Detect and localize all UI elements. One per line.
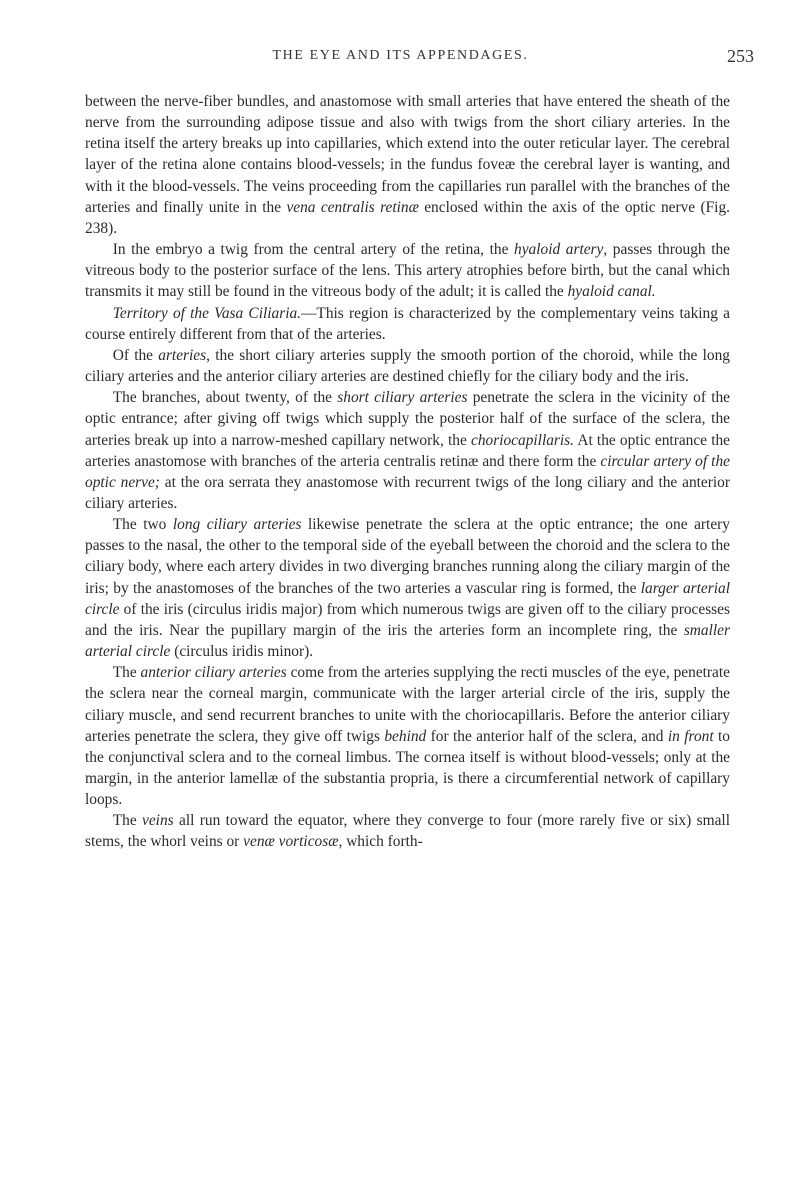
text-run: come from the arteries supplying the recti muscles of the eye, penetrate the sclera near the corneal margin, communicate with the larger arterial circle of the iris, supply the ciliary muscle, and send recurrent branches to unite with the choriocapillaris. Before the anterior ciliary arteries penetrate the sclera, they give off twigs [85,664,730,745]
text-run: penetrate the sclera in the vicinity of the optic entrance; after giving off twigs which supply the posterior half of the surface of the sclera, the arteries break up into a narrow-meshed capillary network, the [85,389,731,449]
text-run: , the short ciliary arteries supply the smooth portion of the choroid, while the long ciliary arteries and the anterior ciliary arteries are destined chiefly for the ciliary body and the iris. [85,346,730,386]
text-run: At the optic entrance the arteries anastomose with branches of the arteria centralis retinæ and there form the [85,431,730,470]
italic-term: vena centralis retinæ [286,198,419,216]
text-run: In the embryo a twig from the central artery of the retina, the [112,241,514,259]
text-run: , passes through the vitreous body to the posterior surface of the lens. This artery atrophies before birth, but the canal which transmits it may still be found in the vitreous body of the adult; it is called the [85,241,730,301]
italic-term: smaller arterial circle [85,621,730,661]
italic-term: choriocapillaris. [470,431,575,449]
text-run: , which forth- [338,833,423,851]
italic-term: veins [142,812,174,830]
italic-term: short ciliary arteries [337,389,468,407]
text-run: of the iris (circulus iridis major) from which numerous twigs are given off to the ciliary processes and the iris. Near the pupillary margin of the iris the arteries form an incomplete ring, the [85,600,730,639]
text-run: likewise penetrate the sclera at the optic entrance; the one artery passes to the nasal, the other to the temporal side of the eyeball between the choroid and the sclera to the ciliary body, where each artery divides in two diverging branches running along the ciliary margin of the iris; by the anastomoses of the branches of the two arteries a vascular ring is formed, the [85,516,730,597]
paragraph [85,387,730,514]
italic-term: anterior ciliary arteries [140,664,287,682]
italic-term: hyaloid artery [514,241,604,259]
running-head [0,48,801,72]
running-head-title: THE EYE AND ITS APPENDAGES. [272,48,529,63]
text-run: to the conjunctival sclera and to the corneal limbus. The cornea itself is without blood-vessels; only at the margin, in the anterior lamellæ of the substantia propria, is there a circumferential network of capillary loops. [85,727,730,809]
text-run: at the ora serrata they anastomose with recurrent twigs of the long ciliary and the anterior ciliary arteries. [85,473,730,512]
italic-term: behind [384,727,427,745]
paragraph [85,239,730,302]
italic-term: hyaloid canal. [567,283,656,301]
text-run: The [112,664,141,682]
paragraph [85,662,730,810]
italic-term: larger arterial circle [85,579,730,618]
text-run: enclosed within the axis of the optic nerve (Fig. 238). [85,198,731,237]
text-run: between the nerve-fiber bundles, and anastomose with small arteries that have entered the sheath of the nerve from the surrounding adipose tissue and also with twigs from the short ciliary arteries. In the retina itself the artery breaks up into capillaries, which extend into the outer reticular layer. The cerebral layer of the retina alone contains blood-vessels; in the fundus foveæ the cerebral layer is wanting, and with it the blood-vessels. The veins proceeding from the capillaries run parallel with the branches of the arteries and finally unite in the [85,93,730,216]
paragraph [85,514,730,662]
paragraph [85,91,730,239]
italic-term: venæ vorticosæ [243,833,339,851]
text-run: for the anterior half of the sclera, and [426,727,668,745]
italic-term: arteries [158,346,207,364]
body-text [85,91,730,853]
italic-term: in front [667,727,714,745]
paragraph [85,810,730,852]
text-run: The branches, about twenty, of the [112,389,338,407]
italic-term: circular artery of the optic nerve; [85,452,730,491]
text-run: all run toward the equator, where they converge to four (more rarely five or six) small stems, the whorl veins or [85,812,730,851]
text-run: (circulus iridis minor). [170,643,314,661]
text-run: Of the [112,346,159,364]
italic-term: Territory of the Vasa Ciliaria. [112,304,302,322]
text-run: The two [112,516,173,534]
paragraph [85,345,730,387]
italic-term: long ciliary arteries [172,516,302,534]
page-number: 253 [727,46,754,66]
text-run: —This region is characterized by the complementary veins taking a course entirely different from that of the arteries. [85,304,730,343]
text-run: The [112,812,143,830]
paragraph [85,303,730,345]
